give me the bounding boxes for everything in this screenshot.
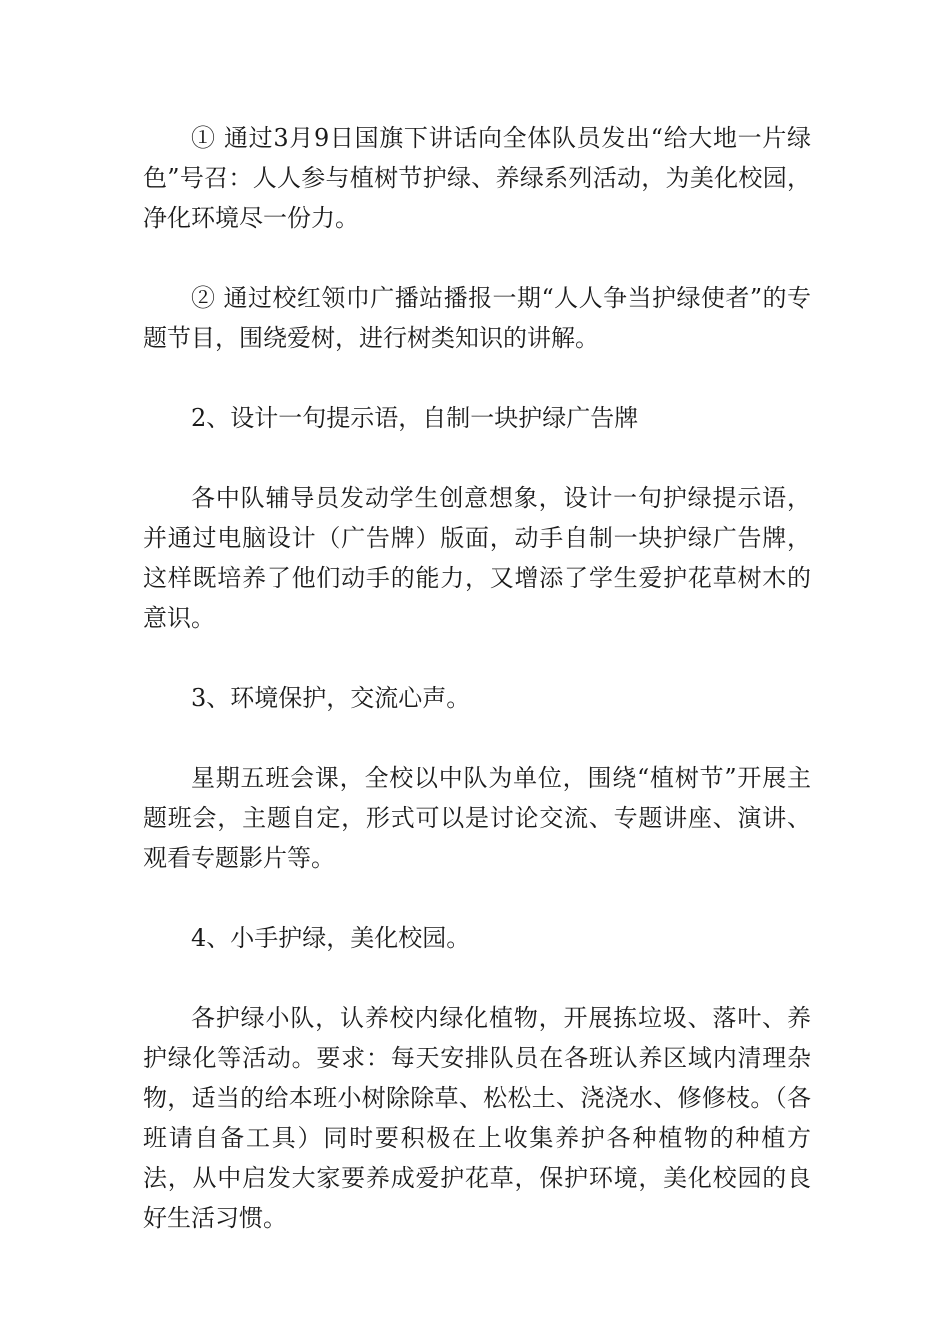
paragraph-class-meeting: 星期五班会课，全校以中队为单位，围绕“植树节”开展主题班会，主题自定，形式可以是讨论交流、专题讲座、演讲、观看专题影片等。 [143, 764, 811, 872]
heading-environment: 3、环境保护，交流心声。 [191, 684, 471, 712]
heading-small-hands: 4、小手护绿，美化校园。 [191, 924, 471, 952]
paragraph-slogan-sign: 各中队辅导员发动学生创意想象，设计一句护绿提示语，并通过电脑设计（广告牌）版面，动手自制一块护绿广告牌，这样既培养了他们动手的能力，又增添了学生爱护花草树木的意识。 [143, 484, 811, 632]
paragraph-green-teams: 各护绿小队，认养校内绿化植物，开展拣垃圾、落叶、养护绿化等活动。要求：每天安排队员在各班认养区域内清理杂物，适当的给本班小树除除草、松松土、浇浇水、修修枝。（各班请自备工具）同时要积极在上收集养护各种植物的种植方法，从中启发大家要养成爱护花草，保护环境，美化校园的良好生活习惯。 [143, 1004, 811, 1232]
document-body [143, 118, 811, 1238]
paragraph-broadcast: ② 通过校红领巾广播站播报一期“人人争当护绿使者”的专题节目，围绕爱树，进行树类知识的讲解。 [143, 284, 811, 352]
paragraph-call-to-action: ① 通过3月9日国旗下讲话向全体队员发出“给大地一片绿色”号召：人人参与植树节护绿、养绿系列活动，为美化校园，净化环境尽一份力。 [143, 124, 811, 232]
heading-slogan-sign: 2、设计一句提示语，自制一块护绿广告牌 [191, 404, 639, 432]
